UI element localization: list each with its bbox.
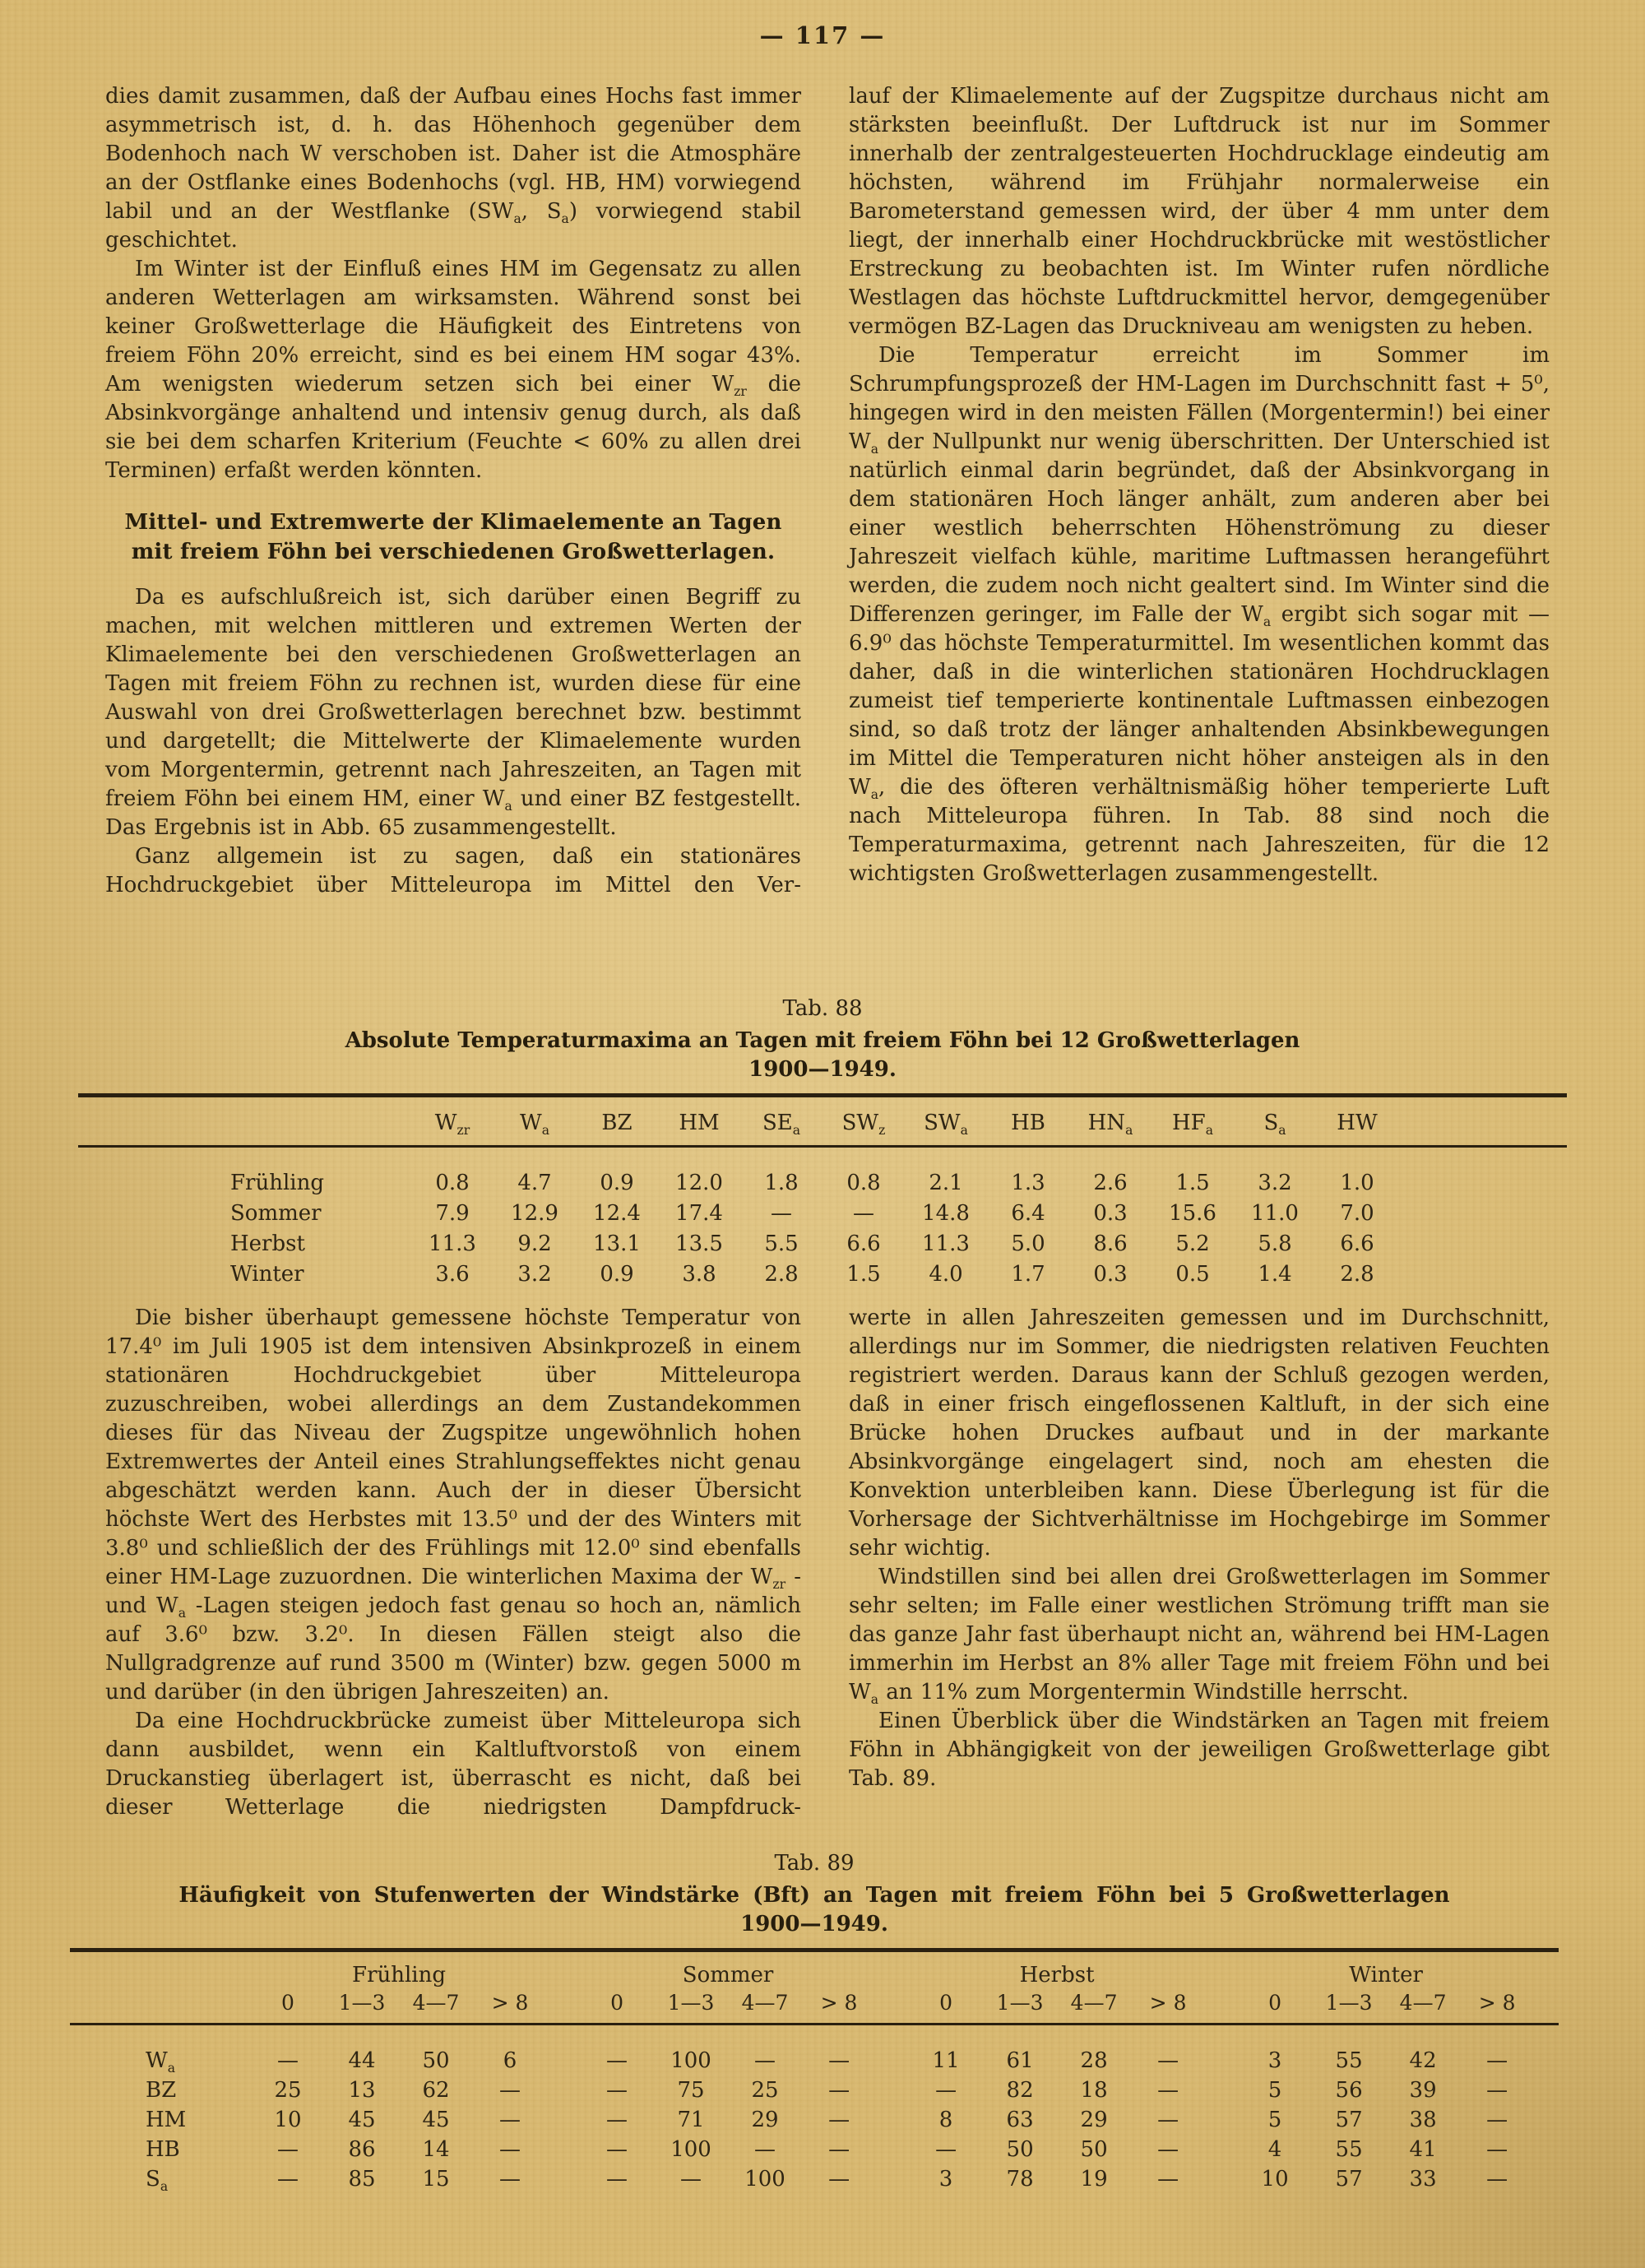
table-cell-gap bbox=[876, 2135, 909, 2164]
table-88-col-header: $SE_a$ bbox=[740, 1096, 822, 1147]
table-89-section bbox=[70, 1853, 1559, 2194]
paragraph: Da eine Hochdruckbrücke zumeist über Mitteleuropa sich dann ausbildet, wenn ein Kaltluftvorstoß von einem Druckanstieg überlagert ist, überrascht es nicht, daß bei dieser Wetterlage die niedrigsten Dampfdruck- bbox=[105, 1709, 801, 1820]
table-cell: 12.4 bbox=[593, 1201, 641, 1226]
table-cell: — bbox=[277, 2137, 299, 2162]
table-cell: 50 bbox=[422, 2048, 450, 2073]
table-cell: — bbox=[935, 2078, 957, 2103]
table-cell: — bbox=[1157, 2048, 1179, 2073]
table-88-header-spacer bbox=[78, 1096, 411, 1147]
table-cell: 0.8 bbox=[846, 1171, 881, 1195]
table-cell: — bbox=[935, 2137, 957, 2162]
table-cell: — bbox=[771, 1201, 792, 1226]
table-89-bft-header: 4—7 bbox=[728, 1989, 802, 2025]
table-cell: 57 bbox=[1335, 2167, 1363, 2191]
table-88-col-header: $W_a$ bbox=[494, 1096, 576, 1147]
table-cell: 3.6 bbox=[435, 1262, 470, 1287]
table-cell: 25 bbox=[274, 2078, 302, 2103]
table-cell: — bbox=[680, 2167, 702, 2191]
table-cell: 4 bbox=[1267, 2137, 1282, 2162]
table-89-season-gap bbox=[1205, 1950, 1238, 1990]
table-cell: 5 bbox=[1267, 2108, 1282, 2132]
table-cell: 41 bbox=[1409, 2137, 1437, 2162]
table-89-bft-gap bbox=[876, 1989, 909, 2025]
table-89-season-header: Herbst bbox=[1019, 1963, 1095, 1987]
table-88-row-label: Frühling bbox=[230, 1171, 324, 1195]
table-cell: 5.8 bbox=[1258, 1231, 1292, 1256]
table-cell: 6.6 bbox=[846, 1231, 881, 1256]
table-cell-pad bbox=[1534, 2105, 1559, 2135]
table-cell: 100 bbox=[744, 2167, 785, 2191]
table-89-bft-header: 4—7 bbox=[1386, 1989, 1460, 2025]
table-cell: — bbox=[1157, 2167, 1179, 2191]
table-cell: 45 bbox=[422, 2108, 450, 2132]
table-cell: — bbox=[828, 2048, 850, 2073]
table-cell-gap bbox=[876, 2105, 909, 2135]
table-89-season-pad bbox=[1534, 1950, 1559, 1990]
table-88-row-label: Winter bbox=[230, 1262, 304, 1287]
table-cell-gap bbox=[1205, 2025, 1238, 2076]
table-89-row-hm bbox=[70, 2105, 1559, 2135]
table-cell-gap bbox=[547, 2135, 580, 2164]
table-cell: 1.5 bbox=[846, 1262, 881, 1287]
table-cell: 75 bbox=[677, 2078, 705, 2103]
table-cell: 5.2 bbox=[1175, 1231, 1210, 1256]
table-89-season-gap bbox=[876, 1950, 909, 1990]
table-cell: 71 bbox=[677, 2108, 705, 2132]
table-88-col-header: HM bbox=[658, 1096, 740, 1147]
table-89-label: Tab. 89 bbox=[774, 1851, 855, 1876]
table-cell-pad bbox=[1398, 1229, 1567, 1259]
table-89-season-spacer bbox=[70, 1950, 251, 1990]
table-89-row-label: $W_a$ bbox=[146, 2048, 176, 2076]
table-cell: 13.5 bbox=[675, 1231, 723, 1256]
paragraph: lauf der Klimaelemente auf der Zugspitze durchaus nicht am stärksten beeinflußt. Der Luftdruck ist nur im Sommer innerhalb der zentralgesteuerten Hochdrucklage eindeutig am höchsten, während im Frühjahr normalerweise ein Barometerstand gemessen wird, der über 4 mm unter dem liegt, der innerhalb einer Hochdruckbrücke mit westöstlicher Erstreckung zu beobachten ist. Im Winter rufen nördliche Westlagen das höchste Luftdruckmittel hervor, demgegenüber vermögen BZ-Lagen das Druckniveau am wenigsten zu heben. bbox=[849, 84, 1550, 339]
table-cell: 44 bbox=[348, 2048, 376, 2073]
table-cell: 7.9 bbox=[435, 1201, 470, 1226]
table-cell: 12.9 bbox=[511, 1201, 558, 1226]
table-cell: 15 bbox=[422, 2167, 450, 2191]
table-cell: 45 bbox=[348, 2108, 376, 2132]
table-cell-pad bbox=[1534, 2025, 1559, 2076]
table-89-bft-spacer bbox=[70, 1989, 251, 2025]
table-cell: — bbox=[828, 2167, 850, 2191]
section-heading-line1: Mittel- und Extremwerte der Klimaelemente an Tagen bbox=[124, 510, 782, 535]
table-cell-pad bbox=[1534, 2076, 1559, 2105]
table-89-bft-gap bbox=[547, 1989, 580, 2025]
table-cell: 55 bbox=[1335, 2048, 1363, 2073]
table-cell: 0.3 bbox=[1093, 1262, 1128, 1287]
table-88-period: 1900—1949. bbox=[748, 1057, 897, 1082]
table-cell: 11.0 bbox=[1251, 1201, 1299, 1226]
table-cell: 1.7 bbox=[1011, 1262, 1045, 1287]
table-cell: — bbox=[606, 2108, 628, 2132]
table-89-row-label: HB bbox=[146, 2137, 180, 2162]
table-88-header-pad bbox=[1398, 1096, 1567, 1147]
table-cell: — bbox=[606, 2137, 628, 2162]
table-89-row-hb bbox=[70, 2135, 1559, 2164]
table-cell-gap bbox=[1205, 2135, 1238, 2164]
table-cell: 5 bbox=[1267, 2078, 1282, 2103]
table-cell: 100 bbox=[670, 2137, 711, 2162]
table-89-bft-header: 0 bbox=[580, 1989, 654, 2025]
table-cell: 7.0 bbox=[1340, 1201, 1374, 1226]
table-cell: 6 bbox=[503, 2048, 517, 2073]
table-89-bft-header: 0 bbox=[251, 1989, 325, 2025]
paragraph: Im Winter ist der Einfluß eines HM im Gegensatz zu allen anderen Wetterlagen am wirksamsten. Während sonst bei keiner Großwetterlage die Häufigkeit des Eintretens von freiem Föhn 20% erreicht, sind es bei einem HM sogar 43%. Am wenigsten wiederum setzen sich bei einer $W_{zr}$ die Absinkvorgänge anhaltend und intensiv genug durch, als daß sie bei dem scharfen Kriterium (Feuchte < 60% zu allen drei Terminen) erfaßt werden könnten. bbox=[105, 257, 801, 483]
table-88-col-header: HB bbox=[987, 1096, 1069, 1147]
table-cell: 9.2 bbox=[517, 1231, 552, 1256]
table-cell-pad bbox=[1398, 1259, 1567, 1290]
table-cell: — bbox=[853, 1201, 874, 1226]
table-89-row-bz bbox=[70, 2076, 1559, 2105]
table-cell: 2.6 bbox=[1093, 1171, 1128, 1195]
table-cell: 38 bbox=[1409, 2108, 1437, 2132]
table-cell: 14 bbox=[422, 2137, 450, 2162]
table-88-row-label: Herbst bbox=[230, 1231, 305, 1256]
table-89-bft-gap bbox=[1205, 1989, 1238, 2025]
table-cell-gap bbox=[1205, 2105, 1238, 2135]
table-88-label: Tab. 88 bbox=[782, 996, 863, 1021]
table-89-bft-header: 1—3 bbox=[1312, 1989, 1386, 2025]
table-88-row-herbst bbox=[78, 1229, 1567, 1259]
table-cell: — bbox=[499, 2078, 521, 2103]
table-cell: — bbox=[828, 2137, 850, 2162]
table-cell: 3 bbox=[1267, 2048, 1282, 2073]
table-cell: — bbox=[1486, 2048, 1508, 2073]
table-cell: 42 bbox=[1409, 2048, 1437, 2073]
table-cell: 0.8 bbox=[435, 1171, 470, 1195]
table-89-row-label: BZ bbox=[146, 2078, 177, 2103]
table-cell: 62 bbox=[422, 2078, 450, 2103]
table-cell-gap bbox=[547, 2076, 580, 2105]
table-cell: 86 bbox=[348, 2137, 376, 2162]
table-cell: — bbox=[606, 2167, 628, 2191]
table-cell: 4.7 bbox=[517, 1171, 552, 1195]
section-heading bbox=[105, 508, 801, 567]
table-cell: — bbox=[1486, 2137, 1508, 2162]
paragraph: Die Temperatur erreicht im Sommer im Schrumpfungsprozeß der HM-Lagen im Durchschnitt fast + 5⁰, hingegen wird in den meisten Fällen (Morgentermin!) bei einer $W_a$ der Nullpunkt nur wenig überschritten. Der Unterschied ist natürlich einmal darin begründet, daß der Absinkvorgang in dem stationären Hoch länger anhält, zum anderen aber bei einer westlich beherrschten Höhenströmung zu dieser Jahreszeit vielfach kühle, maritime Luftmassen herangeführt werden, die zudem noch nicht gealtert sind. Im Winter sind die Differenzen geringer, im Falle der $W_a$ ergibt sich sogar mit — 6.9⁰ das höchste Temperaturmittel. Im wesentlichen kommt das daher, daß in die winterlichen stationären Hochdrucklagen zumeist tief temperierte kontinentale Luftmassen einbezogen sind, so daß trotz der länger anhaltenden Absinkbewegungen im Mittel die Temperaturen nicht höher ansteigen als in den $W_a$, die des öfteren verhältnismäßig höher temperierte Luft nach Mitteleuropa führen. In Tab. 88 sind noch die Temperaturmaxima, getrennt nach Jahreszeiten, für die 12 wichtigsten Großwetterlagen zusammengestellt. bbox=[849, 343, 1550, 886]
table-89-bft-header: 1—3 bbox=[983, 1989, 1057, 2025]
table-cell-gap bbox=[876, 2076, 909, 2105]
table-cell: 3.2 bbox=[517, 1262, 552, 1287]
table-89-bft-header: 1—3 bbox=[654, 1989, 728, 2025]
table-cell: 6.6 bbox=[1340, 1231, 1374, 1256]
table-cell: 0.3 bbox=[1093, 1201, 1128, 1226]
table-cell-gap bbox=[876, 2025, 909, 2076]
table-89-bft-header: 0 bbox=[1238, 1989, 1312, 2025]
table-cell: 29 bbox=[1080, 2108, 1108, 2132]
mid-left-column bbox=[105, 1304, 801, 1822]
table-cell: 82 bbox=[1006, 2078, 1034, 2103]
table-cell: 14.8 bbox=[922, 1201, 970, 1226]
table-88-row-fruehling bbox=[78, 1147, 1567, 1199]
table-cell: — bbox=[754, 2048, 776, 2073]
table-89-bft-header: 4—7 bbox=[399, 1989, 473, 2025]
table-cell-pad bbox=[1534, 2135, 1559, 2164]
table-cell: — bbox=[754, 2137, 776, 2162]
table-89-row-wa bbox=[70, 2025, 1559, 2076]
table-cell: 12.0 bbox=[675, 1171, 723, 1195]
table-88-col-header: $SW_a$ bbox=[905, 1096, 987, 1147]
table-cell: 1.8 bbox=[764, 1171, 799, 1195]
table-cell: 56 bbox=[1335, 2078, 1363, 2103]
table-cell: — bbox=[606, 2078, 628, 2103]
table-89-season-gap bbox=[547, 1950, 580, 1990]
table-cell: 3.8 bbox=[682, 1262, 716, 1287]
table-cell: 28 bbox=[1080, 2048, 1108, 2073]
table-cell: 0.5 bbox=[1175, 1262, 1210, 1287]
table-cell: 4.0 bbox=[929, 1262, 963, 1287]
table-cell-pad bbox=[1398, 1199, 1567, 1229]
table-cell: 5.0 bbox=[1011, 1231, 1045, 1256]
table-cell: 33 bbox=[1409, 2167, 1437, 2191]
table-cell: 10 bbox=[274, 2108, 302, 2132]
table-88-row-sommer bbox=[78, 1199, 1567, 1229]
table-cell-gap bbox=[1205, 2164, 1238, 2194]
paragraph: dies damit zusammen, daß der Aufbau eines Hochs fast immer asymmetrisch ist, d. h. das Höhenhoch gegenüber dem Bodenhoch nach W verschoben ist. Daher ist die Atmosphäre an der Ostflanke eines Bodenhochs (vgl. HB, HM) vorwiegend labil und an der Westflanke ($SW_a$, $S_a$) vorwiegend stabil geschichtet. bbox=[105, 84, 802, 253]
table-89-title: Häufigkeit von Stufenwerten der Windstärke (Bft) an Tagen mit freiem Föhn bei 5 Großwetterlagen bbox=[178, 1883, 1450, 1908]
table-cell: 13.1 bbox=[593, 1231, 641, 1256]
table-88-col-header: $HN_a$ bbox=[1069, 1096, 1152, 1147]
table-cell: 61 bbox=[1006, 2048, 1034, 2073]
top-right-column bbox=[849, 82, 1550, 888]
table-88-col-header: BZ bbox=[576, 1096, 658, 1147]
table-89-bft-pad bbox=[1534, 1989, 1559, 2025]
paragraph: Ganz allgemein ist zu sagen, daß ein stationäres Hochdruckgebiet über Mitteleuropa im Mittel den Ver- bbox=[105, 844, 801, 897]
table-cell: 0.9 bbox=[600, 1171, 634, 1195]
table-88-col-header: HW bbox=[1316, 1096, 1398, 1147]
table-cell: 1.0 bbox=[1340, 1171, 1374, 1195]
table-cell: 57 bbox=[1335, 2108, 1363, 2132]
table-cell: — bbox=[499, 2167, 521, 2191]
table-cell: 11 bbox=[932, 2048, 960, 2073]
table-cell: 1.3 bbox=[1011, 1171, 1045, 1195]
table-cell: 25 bbox=[751, 2078, 779, 2103]
table-cell: 85 bbox=[348, 2167, 376, 2191]
table-cell: 55 bbox=[1335, 2137, 1363, 2162]
table-cell: 5.5 bbox=[764, 1231, 799, 1256]
table-88-title: Absolute Temperaturmaxima an Tagen mit freiem Föhn bei 12 Großwetterlagen bbox=[345, 1028, 1300, 1053]
section-heading-line2: mit freiem Föhn bei verschiedenen Großwetterlagen. bbox=[131, 540, 776, 564]
table-89-bft-header: 0 bbox=[909, 1989, 983, 2025]
table-cell-pad bbox=[1398, 1147, 1567, 1199]
table-88-header-row bbox=[78, 1096, 1567, 1147]
table-cell: 18 bbox=[1080, 2078, 1108, 2103]
table-cell: 100 bbox=[670, 2048, 711, 2073]
table-89-season-header: Winter bbox=[1349, 1963, 1423, 1987]
table-cell: 15.6 bbox=[1169, 1201, 1216, 1226]
table-88-col-header: $S_a$ bbox=[1234, 1096, 1316, 1147]
table-89-row-label: HM bbox=[146, 2108, 187, 2132]
table-cell: — bbox=[1157, 2108, 1179, 2132]
table-cell: — bbox=[499, 2137, 521, 2162]
table-cell: — bbox=[277, 2167, 299, 2191]
table-cell: — bbox=[1157, 2078, 1179, 2103]
table-89-bft-header: > 8 bbox=[1460, 1989, 1534, 2025]
paragraph: werte in allen Jahreszeiten gemessen und im Durchschnitt, allerdings nur im Sommer, die niedrigsten relativen Feuchten registriert werden. Daraus kann der Schluß gezogen werden, daß in einer frisch eingeflossenen Kaltluft, in der sich eine Brücke hohen Druckes aufbaut und in der markante Absinkvorgänge eingelagert sind, noch am ehesten die Konvektion unterbleiben kann. Diese Überlegung ist für die Vorhersage der Sichtverhältnisse im Hochgebirge im Sommer sehr wichtig. bbox=[849, 1306, 1550, 1561]
table-89-row-sa bbox=[70, 2164, 1559, 2194]
table-cell: 6.4 bbox=[1011, 1201, 1045, 1226]
table-cell: — bbox=[606, 2048, 628, 2073]
paragraph: Windstillen sind bei allen drei Großwetterlagen im Sommer sehr selten; im Falle einer westlichen Strömung trifft man sie das ganze Jahr fast überhaupt nicht an, während bei HM-Lagen immerhin im Herbst an 8% aller Tage mit freiem Föhn und bei $W_a$ an 11% zum Morgentermin Windstille herrscht. bbox=[849, 1565, 1550, 1708]
table-89-bft-header: 1—3 bbox=[325, 1989, 399, 2025]
table-cell: 1.4 bbox=[1258, 1262, 1292, 1287]
table-88-row-label: Sommer bbox=[230, 1201, 322, 1226]
table-cell: 3 bbox=[938, 2167, 953, 2191]
table-cell: 11.3 bbox=[922, 1231, 970, 1256]
table-89-bft-header: 4—7 bbox=[1057, 1989, 1131, 2025]
page-number: — 117 — bbox=[759, 21, 886, 49]
table-cell: 63 bbox=[1006, 2108, 1034, 2132]
table-89-season-row bbox=[70, 1950, 1559, 1990]
table-cell: 17.4 bbox=[675, 1201, 723, 1226]
table-cell-gap bbox=[876, 2164, 909, 2194]
table-cell: 50 bbox=[1080, 2137, 1108, 2162]
table-89-bft-header: > 8 bbox=[1131, 1989, 1205, 2025]
table-89-bft-header: > 8 bbox=[473, 1989, 547, 2025]
table-89-season-header: Frühling bbox=[352, 1963, 447, 1987]
table-cell-gap bbox=[547, 2025, 580, 2076]
table-cell: 2.1 bbox=[929, 1171, 963, 1195]
table-cell: — bbox=[828, 2108, 850, 2132]
paragraph: Da es aufschlußreich ist, sich darüber einen Begriff zu machen, mit welchen mittleren und extremen Werten der Klimaelemente bei den verschiedenen Großwetterlagen an Tagen mit freiem Föhn zu rechnen ist, wurden diese für eine Auswahl von drei Großwetterlagen berechnet bzw. bestimmt und dargetellt; die Mittelwerte der Klimaelemente wurden vom Morgentermin, getrennt nach Jahreszeiten, an Tagen mit freiem Föhn bei einem HM, einer $W_a$ und einer BZ festgestellt. Das Ergebnis ist in Abb. 65 zusammengestellt. bbox=[105, 585, 802, 840]
table-88-col-header: $SW_z$ bbox=[822, 1096, 905, 1147]
table-89-bft-header-row bbox=[70, 1989, 1559, 2025]
table-cell: 8.6 bbox=[1093, 1231, 1128, 1256]
table-88-col-header: $HF_a$ bbox=[1152, 1096, 1234, 1147]
table-cell: — bbox=[1486, 2167, 1508, 2191]
table-cell: 78 bbox=[1006, 2167, 1034, 2191]
table-cell: 29 bbox=[751, 2108, 779, 2132]
table-cell-pad bbox=[1534, 2164, 1559, 2194]
paragraph: Die bisher überhaupt gemessene höchste Temperatur von 17.4⁰ im Juli 1905 ist dem intensiven Absinkprozeß in einem stationären Hochdruckgebiet über Mitteleuropa zuzuschreiben, wobei allerdings an dem Zustandekommen dieses für das Niveau der Zugspitze ungewöhnlich hohen Extremwertes der Anteil eines Strahlungseffektes nicht genau abgeschätzt werden kann. Auch der in dieser Übersicht höchste Wert des Herbstes mit 13.5⁰ und der des Winters mit 3.8⁰ und schließlich der des Frühlings mit 12.0⁰ sind ebenfalls einer HM-Lage zuzuordnen. Die winterlichen Maxima der $W_{zr}$ - und $W_a$ -Lagen steigen jedoch fast genau so hoch an, nämlich auf 3.6⁰ bzw. 3.2⁰. In diesen Fällen steigt also die Nullgradgrenze auf rund 3500 m (Winter) bzw. gegen 5000 m und darüber (in den übrigen Jahreszeiten) an. bbox=[105, 1306, 802, 1704]
table-cell: — bbox=[1486, 2078, 1508, 2103]
top-left-column bbox=[105, 82, 801, 900]
table-88-section bbox=[78, 998, 1567, 1290]
table-88-row-winter bbox=[78, 1259, 1567, 1290]
table-cell: 11.3 bbox=[429, 1231, 476, 1256]
table-cell-gap bbox=[547, 2164, 580, 2194]
table-89-row-label: $S_a$ bbox=[146, 2167, 169, 2195]
paragraph: Einen Überblick über die Windstärken an Tagen mit freiem Föhn in Abhängigkeit von der jeweiligen Großwetterlage gibt Tab. 89. bbox=[849, 1709, 1550, 1791]
table-cell: — bbox=[277, 2048, 299, 2073]
table-cell: 19 bbox=[1080, 2167, 1108, 2191]
table-89 bbox=[70, 1948, 1559, 2194]
table-cell: 39 bbox=[1409, 2078, 1437, 2103]
table-cell: — bbox=[828, 2078, 850, 2103]
table-cell: 8 bbox=[938, 2108, 953, 2132]
mid-right-column bbox=[849, 1304, 1550, 1793]
table-cell: 2.8 bbox=[1340, 1262, 1374, 1287]
table-cell: 13 bbox=[348, 2078, 376, 2103]
table-89-season-header: Sommer bbox=[682, 1963, 774, 1987]
table-88 bbox=[78, 1093, 1567, 1290]
table-88-col-header: $W_{zr}$ bbox=[411, 1096, 494, 1147]
table-cell: — bbox=[499, 2108, 521, 2132]
table-cell: 2.8 bbox=[764, 1262, 799, 1287]
table-cell-gap bbox=[1205, 2076, 1238, 2105]
table-cell: 3.2 bbox=[1258, 1171, 1292, 1195]
table-cell: — bbox=[1157, 2137, 1179, 2162]
table-cell: 50 bbox=[1006, 2137, 1034, 2162]
table-89-bft-header: > 8 bbox=[802, 1989, 876, 2025]
table-cell: 1.5 bbox=[1175, 1171, 1210, 1195]
table-89-period: 1900—1949. bbox=[740, 1912, 888, 1936]
table-cell-gap bbox=[547, 2105, 580, 2135]
table-cell: — bbox=[1486, 2108, 1508, 2132]
table-cell: 10 bbox=[1261, 2167, 1289, 2191]
table-cell: 0.9 bbox=[600, 1262, 634, 1287]
